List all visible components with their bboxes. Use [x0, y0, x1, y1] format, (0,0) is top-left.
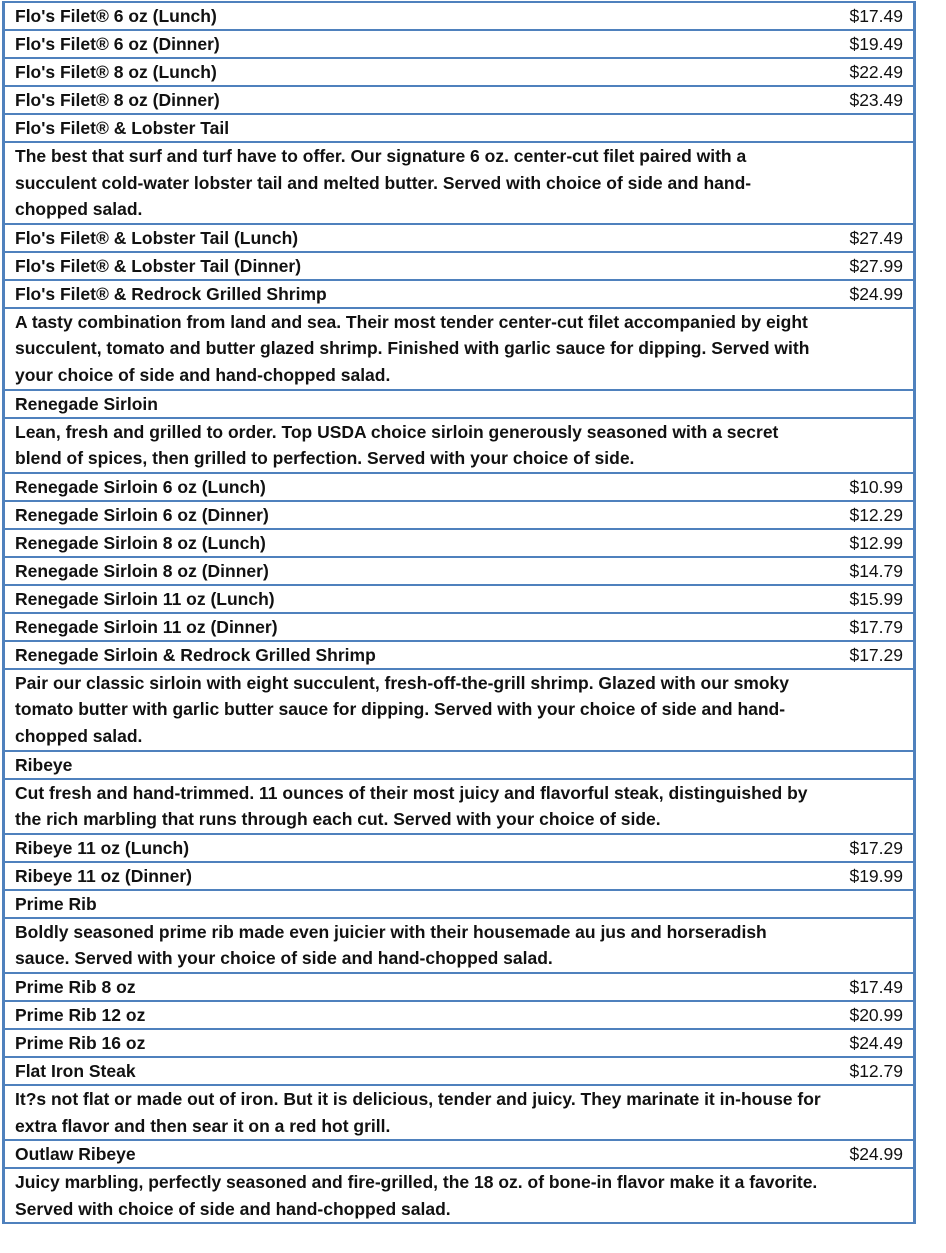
menu-item-description-row — [4, 1168, 915, 1223]
menu-item-name: Prime Rib — [4, 890, 832, 918]
menu-item-description-row — [4, 779, 915, 834]
menu-item-description-row — [4, 669, 915, 751]
menu-item-name: Ribeye 11 oz (Lunch) — [4, 834, 832, 862]
menu-item-name: Ribeye — [4, 751, 832, 779]
menu-item-price: $15.99 — [831, 585, 915, 613]
menu-item-price: $17.49 — [831, 2, 915, 30]
menu-item-description-row — [4, 918, 915, 973]
menu-item-name: Outlaw Ribeye — [4, 1140, 832, 1168]
menu-item-price: $22.49 — [831, 58, 915, 86]
menu-item-name: Renegade Sirloin 8 oz (Dinner) — [4, 557, 832, 585]
menu-item-row — [4, 2, 915, 30]
menu-item-price — [831, 390, 915, 418]
menu-item-description: Lean, fresh and grilled to order. Top USDA choice sirloin generously seasoned with a secret blend of spices, then grilled to perfection. Served with your choice of side. — [4, 418, 915, 473]
menu-item-name: Prime Rib 8 oz — [4, 973, 832, 1001]
menu-item-price: $23.49 — [831, 86, 915, 114]
menu-item-description-row — [4, 308, 915, 390]
menu-item-price: $24.49 — [831, 1029, 915, 1057]
menu-item-row — [4, 585, 915, 613]
menu-item-row — [4, 224, 915, 252]
menu-item-description: Juicy marbling, perfectly seasoned and fire-grilled, the 18 oz. of bone-in flavor make it a favorite. Served with choice of side and hand-chopped salad. — [4, 1168, 915, 1223]
menu-item-row — [4, 86, 915, 114]
menu-item-description: The best that surf and turf have to offer. Our signature 6 oz. center-cut filet paired with a succulent cold-water lobster tail and melted butter. Served with choice of side and hand-chopped salad. — [4, 142, 915, 224]
menu-item-price — [831, 890, 915, 918]
menu-item-name: Flo's Filet® & Lobster Tail — [4, 114, 832, 142]
menu-item-name: Flo's Filet® 8 oz (Lunch) — [4, 58, 832, 86]
menu-item-description: Boldly seasoned prime rib made even juicier with their housemade au jus and horseradish sauce. Served with your choice of side and hand-chopped salad. — [4, 918, 915, 973]
menu-table-body — [4, 2, 915, 1223]
menu-item-name: Flo's Filet® 6 oz (Lunch) — [4, 2, 832, 30]
menu-item-row — [4, 501, 915, 529]
menu-item-row — [4, 252, 915, 280]
menu-item-name: Flo's Filet® 6 oz (Dinner) — [4, 30, 832, 58]
menu-item-row — [4, 890, 915, 918]
menu-item-price — [831, 751, 915, 779]
menu-item-price: $19.99 — [831, 862, 915, 890]
menu-item-row — [4, 1001, 915, 1029]
menu-item-row — [4, 557, 915, 585]
menu-item-row — [4, 834, 915, 862]
menu-item-row — [4, 390, 915, 418]
menu-item-name: Prime Rib 16 oz — [4, 1029, 832, 1057]
menu-item-row — [4, 280, 915, 308]
menu-item-price: $12.79 — [831, 1057, 915, 1085]
menu-item-price: $24.99 — [831, 1140, 915, 1168]
menu-item-row — [4, 751, 915, 779]
menu-item-name: Renegade Sirloin 6 oz (Dinner) — [4, 501, 832, 529]
menu-item-price: $24.99 — [831, 280, 915, 308]
menu-item-price: $20.99 — [831, 1001, 915, 1029]
menu-item-row — [4, 613, 915, 641]
menu-item-row — [4, 114, 915, 142]
menu-item-price: $17.49 — [831, 973, 915, 1001]
menu-item-name: Renegade Sirloin 6 oz (Lunch) — [4, 473, 832, 501]
menu-item-price: $17.29 — [831, 834, 915, 862]
menu-item-row — [4, 1029, 915, 1057]
menu-item-name: Renegade Sirloin & Redrock Grilled Shrimp — [4, 641, 832, 669]
menu-item-row — [4, 58, 915, 86]
menu-item-price: $14.79 — [831, 557, 915, 585]
menu-item-description: Pair our classic sirloin with eight succulent, fresh-off-the-grill shrimp. Glazed with our smoky tomato butter with garlic butter sauce for dipping. Served with your choice of side and hand-chopped salad. — [4, 669, 915, 751]
menu-item-name: Flo's Filet® & Lobster Tail (Dinner) — [4, 252, 832, 280]
menu-item-description: Cut fresh and hand-trimmed. 11 ounces of their most juicy and flavorful steak, distinguished by the rich marbling that runs through each cut. Served with your choice of side. — [4, 779, 915, 834]
menu-item-name: Flo's Filet® & Lobster Tail (Lunch) — [4, 224, 832, 252]
menu-item-description-row — [4, 1085, 915, 1140]
menu-item-row — [4, 1140, 915, 1168]
menu-item-price: $12.99 — [831, 529, 915, 557]
menu-item-row — [4, 641, 915, 669]
menu-item-row — [4, 862, 915, 890]
menu-item-price: $27.99 — [831, 252, 915, 280]
menu-item-price — [831, 114, 915, 142]
menu-item-description-row — [4, 142, 915, 224]
menu-price-table — [2, 1, 916, 1224]
menu-item-name: Flo's Filet® 8 oz (Dinner) — [4, 86, 832, 114]
menu-item-name: Flo's Filet® & Redrock Grilled Shrimp — [4, 280, 832, 308]
menu-item-name: Ribeye 11 oz (Dinner) — [4, 862, 832, 890]
menu-item-name: Renegade Sirloin 11 oz (Dinner) — [4, 613, 832, 641]
menu-item-description: A tasty combination from land and sea. Their most tender center-cut filet accompanied by eight succulent, tomato and butter glazed shrimp. Finished with garlic sauce for dipping. Served with your choice of side and hand-chopped salad. — [4, 308, 915, 390]
menu-item-name: Flat Iron Steak — [4, 1057, 832, 1085]
menu-item-name: Renegade Sirloin — [4, 390, 832, 418]
menu-item-name: Renegade Sirloin 11 oz (Lunch) — [4, 585, 832, 613]
menu-item-row — [4, 1057, 915, 1085]
menu-item-price: $17.79 — [831, 613, 915, 641]
menu-item-row — [4, 473, 915, 501]
menu-item-name: Prime Rib 12 oz — [4, 1001, 832, 1029]
menu-item-row — [4, 529, 915, 557]
menu-item-description: It?s not flat or made out of iron. But it is delicious, tender and juicy. They marinate it in-house for extra flavor and then sear it on a red hot grill. — [4, 1085, 915, 1140]
menu-item-row — [4, 973, 915, 1001]
menu-item-price: $10.99 — [831, 473, 915, 501]
menu-item-price: $17.29 — [831, 641, 915, 669]
menu-item-price: $12.29 — [831, 501, 915, 529]
menu-item-row — [4, 30, 915, 58]
menu-item-price: $27.49 — [831, 224, 915, 252]
menu-item-name: Renegade Sirloin 8 oz (Lunch) — [4, 529, 832, 557]
menu-item-description-row — [4, 418, 915, 473]
menu-item-price: $19.49 — [831, 30, 915, 58]
